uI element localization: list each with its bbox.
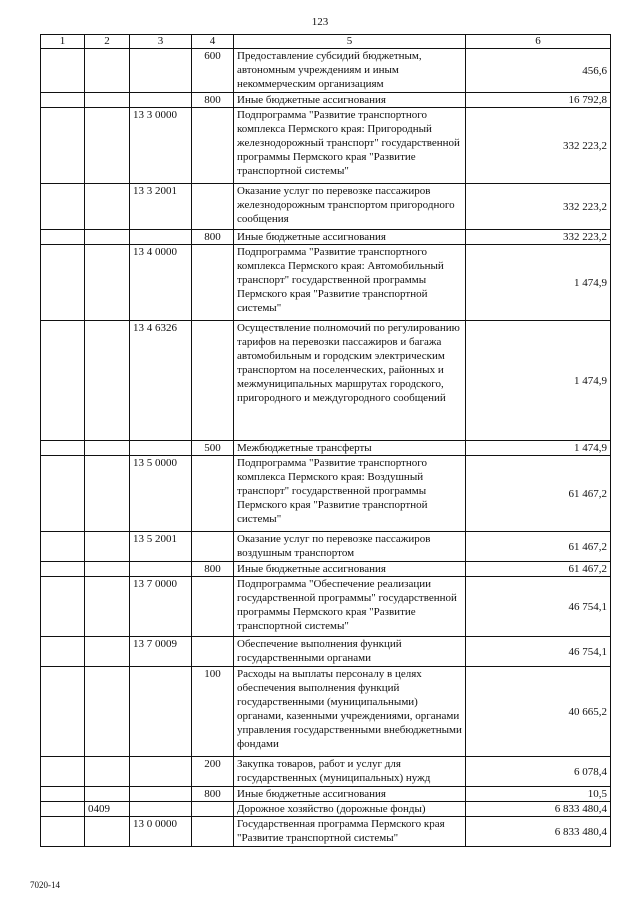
cell-target-code: 13 3 0000 [130,108,192,184]
cell-target-code [130,230,192,245]
cell-expense-type: 800 [192,787,234,802]
cell-description: Подпрограмма "Развитие транспортного комплекса Пермского края: Пригородный железнодорожный транспорт" государственной программы Пермского края "Развитие транспортной системы" [234,108,466,184]
cell-section [41,245,85,321]
cell-section [41,817,85,847]
cell-subsection [85,757,130,787]
cell-description: Обеспечение выполнения функций государственными органами [234,637,466,667]
cell-subsection [85,321,130,441]
cell-amount: 6 078,4 [466,757,611,787]
header-row [41,35,611,49]
cell-amount: 61 467,2 [466,456,611,532]
table-row [41,184,611,230]
cell-subsection [85,108,130,184]
cell-subsection [85,787,130,802]
cell-expense-type [192,108,234,184]
cell-description: Иные бюджетные ассигнования [234,562,466,577]
cell-description: Подпрограмма "Обеспечение реализации государственной программы" государственной программы Пермского края "Развитие транспортной системы" [234,577,466,637]
table-row [41,787,611,802]
cell-description: Предоставление субсидий бюджетным, автономным учреждениям и иным некоммерческим организациям [234,49,466,93]
header-col-2: 2 [85,35,130,49]
cell-target-code [130,562,192,577]
cell-amount: 1 474,9 [466,321,611,441]
table-row [41,562,611,577]
cell-description: Дорожное хозяйство (дорожные фонды) [234,802,466,817]
header-col-4: 4 [192,35,234,49]
cell-target-code [130,441,192,456]
cell-expense-type: 800 [192,230,234,245]
cell-section [41,230,85,245]
cell-description: Оказание услуг по перевозке пассажиров воздушным транспортом [234,532,466,562]
cell-subsection [85,49,130,93]
cell-expense-type [192,245,234,321]
cell-expense-type: 800 [192,562,234,577]
table-row [41,49,611,93]
cell-description: Иные бюджетные ассигнования [234,93,466,108]
cell-subsection [85,245,130,321]
cell-description: Иные бюджетные ассигнования [234,787,466,802]
cell-subsection [85,667,130,757]
cell-amount: 1 474,9 [466,441,611,456]
cell-section [41,321,85,441]
cell-target-code [130,787,192,802]
table-row [41,456,611,532]
cell-subsection [85,637,130,667]
cell-section [41,577,85,637]
cell-subsection [85,532,130,562]
table-row [41,802,611,817]
table-row [41,245,611,321]
cell-section [41,802,85,817]
cell-expense-type: 200 [192,757,234,787]
table-row [41,532,611,562]
cell-amount: 16 792,8 [466,93,611,108]
cell-subsection [85,441,130,456]
table-row [41,817,611,847]
cell-expense-type: 600 [192,49,234,93]
cell-amount: 332 223,2 [466,184,611,230]
cell-expense-type [192,532,234,562]
cell-subsection [85,230,130,245]
cell-amount: 332 223,2 [466,108,611,184]
cell-section [41,49,85,93]
cell-amount: 61 467,2 [466,562,611,577]
cell-target-code: 13 4 0000 [130,245,192,321]
cell-target-code [130,667,192,757]
cell-expense-type [192,802,234,817]
cell-expense-type [192,577,234,637]
cell-expense-type [192,184,234,230]
table-row [41,577,611,637]
table-row [41,321,611,441]
cell-amount: 332 223,2 [466,230,611,245]
cell-subsection [85,577,130,637]
cell-amount: 1 474,9 [466,245,611,321]
cell-section [41,787,85,802]
table-row [41,93,611,108]
cell-target-code: 13 7 0000 [130,577,192,637]
page-number: 123 [311,16,329,28]
cell-expense-type [192,637,234,667]
cell-description: Закупка товаров, работ и услуг для государственных (муниципальных) нужд [234,757,466,787]
cell-target-code: 13 5 2001 [130,532,192,562]
table-row [41,637,611,667]
cell-section [41,456,85,532]
cell-amount: 6 833 480,4 [466,802,611,817]
budget-table [40,34,611,847]
cell-target-code [130,49,192,93]
cell-expense-type: 100 [192,667,234,757]
cell-amount: 456,6 [466,49,611,93]
cell-section [41,667,85,757]
cell-description: Подпрограмма "Развитие транспортного комплекса Пермского края: Автомобильный транспорт" государственной программы Пермского края "Развитие транспортной системы" [234,245,466,321]
header-col-3: 3 [130,35,192,49]
cell-section [41,532,85,562]
cell-subsection: 0409 [85,802,130,817]
table-row [41,441,611,456]
cell-subsection [85,456,130,532]
cell-expense-type [192,321,234,441]
cell-description: Подпрограмма "Развитие транспортного комплекса Пермского края: Воздушный транспорт" государственной программы Пермского края "Развитие транспортной системы" [234,456,466,532]
cell-amount: 61 467,2 [466,532,611,562]
cell-expense-type: 500 [192,441,234,456]
table-row [41,230,611,245]
table-row [41,108,611,184]
cell-subsection [85,93,130,108]
cell-section [41,757,85,787]
table-body [41,49,611,847]
cell-description: Иные бюджетные ассигнования [234,230,466,245]
cell-section [41,562,85,577]
cell-amount: 46 754,1 [466,577,611,637]
cell-target-code [130,757,192,787]
cell-section [41,108,85,184]
cell-amount: 46 754,1 [466,637,611,667]
header-col-5: 5 [234,35,466,49]
cell-subsection [85,184,130,230]
cell-description: Государственная программа Пермского края "Развитие транспортной системы" [234,817,466,847]
cell-amount: 6 833 480,4 [466,817,611,847]
cell-subsection [85,817,130,847]
cell-target-code: 13 5 0000 [130,456,192,532]
cell-amount: 10,5 [466,787,611,802]
header-col-6: 6 [466,35,611,49]
cell-description: Расходы на выплаты персоналу в целях обеспечения выполнения функций государственными (муниципальными) органами, казенными учреждениями, органами управления государственными внебюджетными фондами [234,667,466,757]
cell-expense-type [192,817,234,847]
cell-description: Осуществление полномочий по регулированию тарифов на перевозки пассажиров и багажа автомобильным и городским электрическим транспортом на поселенческих, районных и межмуниципальных маршрутах городского, пригородного и междугородного сообщений [234,321,466,441]
cell-section [41,441,85,456]
cell-expense-type [192,456,234,532]
table-row [41,757,611,787]
cell-section [41,184,85,230]
cell-section [41,637,85,667]
cell-subsection [85,562,130,577]
cell-section [41,93,85,108]
cell-target-code [130,802,192,817]
table-row [41,667,611,757]
cell-description: Оказание услуг по перевозке пассажиров железнодорожным транспортом пригородного сообщения [234,184,466,230]
header-col-1: 1 [41,35,85,49]
form-code: 7020-14 [30,880,60,890]
cell-expense-type: 800 [192,93,234,108]
cell-target-code: 13 3 2001 [130,184,192,230]
cell-target-code: 13 0 0000 [130,817,192,847]
cell-target-code [130,93,192,108]
cell-target-code: 13 7 0009 [130,637,192,667]
cell-description: Межбюджетные трансферты [234,441,466,456]
cell-amount: 40 665,2 [466,667,611,757]
cell-target-code: 13 4 6326 [130,321,192,441]
